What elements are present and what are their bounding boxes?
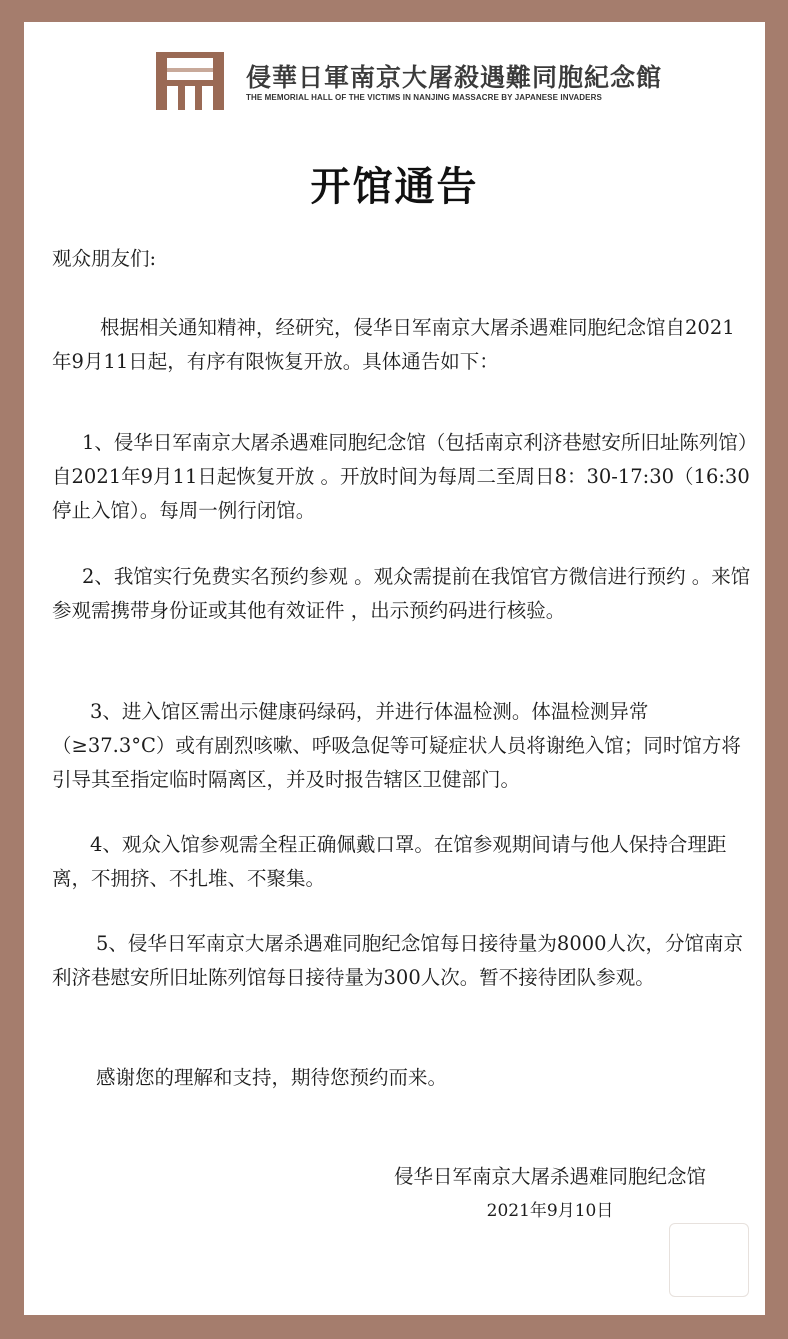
notice-item-3: 3、进入馆区需出示健康码绿码，并进行体温检测。体温检测异常（≥37.3°C）或有剧烈咳嗽、呼吸急促等可疑症状人员将谢绝入馆；同时馆方将引导其至指定临时隔离区，并及时报告辖区卫健部门。 xyxy=(52,700,741,791)
notice-item-1: 1、侵华日军南京大屠杀遇难同胞纪念馆（包括南京利济巷慰安所旧址陈列馆）自2021年9月11日起恢复开放 。开放时间为每周二至周日8：30-17:30（16:30停止入馆）。每周一例行闭馆。 xyxy=(52,431,750,522)
notice-item-2: 2、我馆实行免费实名预约参观 。观众需提前在我馆官方微信进行预约 。来馆参观需携带身份证或其他有效证件 ，出示预约码进行核验。 xyxy=(52,565,751,622)
closing-line: 感谢您的理解和支持，期待您预约而来。 xyxy=(96,1066,448,1089)
notice-item-5: 5、侵华日军南京大屠杀遇难同胞纪念馆每日接待量为8000人次，分馆南京利济巷慰安所旧址陈列馆每日接待量为300人次。暂不接待团队参观。 xyxy=(52,932,744,989)
memorial-logo-icon xyxy=(156,52,224,110)
logo-chinese-name: 侵華日軍南京大屠殺遇難同胞紀念館 xyxy=(246,63,663,92)
intro-paragraph: 根据相关通知精神，经研究，侵华日军南京大屠杀遇难同胞纪念馆自2021年9月11日起，有序有限恢复开放。具体通告如下： xyxy=(52,316,735,373)
signature-date: 2021年9月10日 xyxy=(486,1201,614,1221)
corner-watermark xyxy=(669,1223,749,1297)
logo-english-name: THE MEMORIAL HALL OF THE VICTIMS IN NANJING MASSACRE BY JAPANESE INVADERS xyxy=(246,93,602,102)
signature-organization: 侵华日军南京大屠杀遇难同胞纪念馆 xyxy=(393,1165,706,1188)
notice-title: 开馆通告 xyxy=(310,164,479,210)
greeting: 观众朋友们: xyxy=(52,247,157,270)
notice-document xyxy=(24,22,765,1315)
notice-item-4: 4、观众入馆参观需全程正确佩戴口罩。在馆参观期间请与他人保持合理距离，不拥挤、不扎堆、不聚集。 xyxy=(52,833,727,890)
